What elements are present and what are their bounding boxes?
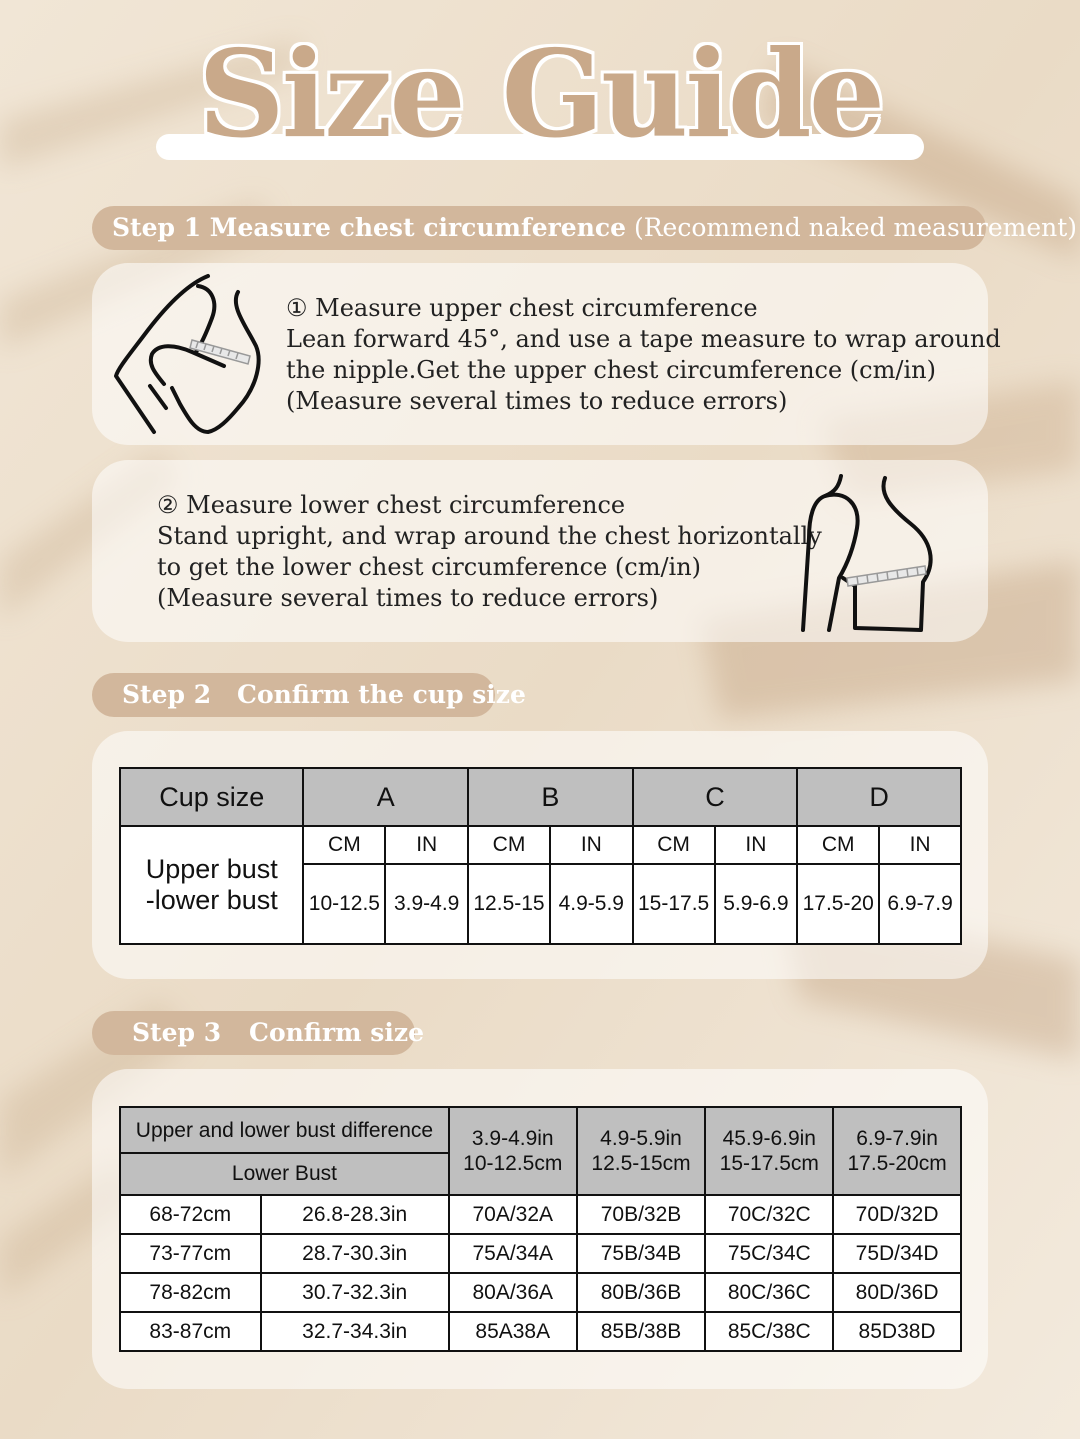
- upper-chest-line: (Measure several times to reduce errors): [286, 387, 788, 415]
- step1-pill-note: (Recommend naked measurement): [633, 213, 1078, 242]
- cup-value-cell: 5.9-6.9: [715, 864, 798, 944]
- size-cell: 70A/32A: [449, 1195, 577, 1234]
- size-column-cm: 17.5-20cm: [847, 1152, 947, 1175]
- size-column-header-2: [577, 1107, 706, 1195]
- lower-bust-cm: 78-82cm: [120, 1273, 261, 1312]
- step2-pill-title: Confirm the cup size: [237, 680, 526, 709]
- cup-value-cell: 3.9-4.9: [385, 864, 468, 944]
- lower-chest-line: (Measure several times to reduce errors): [157, 584, 659, 612]
- unit-cell: CM: [797, 826, 879, 864]
- cup-value-cell: 10-12.5: [303, 864, 385, 944]
- lower-bust-in: 26.8-28.3in: [261, 1195, 449, 1234]
- size-cell: 80B/36B: [577, 1273, 706, 1312]
- unit-cell: IN: [879, 826, 961, 864]
- size-column-header-1: [449, 1107, 577, 1195]
- unit-cell: CM: [303, 826, 385, 864]
- size-column-in: 4.9-5.9in: [600, 1127, 682, 1150]
- size-cell: 75D/34D: [833, 1234, 961, 1273]
- size-column-header-4: [833, 1107, 961, 1195]
- upper-chest-instructions: [286, 293, 1001, 417]
- lower-bust-header: Lower Bust: [120, 1153, 449, 1195]
- size-cell: 70B/32B: [577, 1195, 706, 1234]
- cup-size-table: [119, 767, 962, 945]
- step3-pill-step: Step 3: [132, 1018, 222, 1047]
- cup-header-c: C: [633, 768, 798, 826]
- lower-chest-line: to get the lower chest circumference (cm/in): [157, 553, 702, 581]
- table-row: [120, 1195, 961, 1234]
- cup-value-cell: 15-17.5: [633, 864, 715, 944]
- lower-chest-line: Stand upright, and wrap around the chest horizontally: [157, 522, 822, 550]
- cup-header-d: D: [797, 768, 961, 826]
- size-column-header-3: [705, 1107, 833, 1195]
- lower-bust-cm: 73-77cm: [120, 1234, 261, 1273]
- step1-pill: [92, 206, 1078, 250]
- unit-cell: CM: [468, 826, 550, 864]
- upper-chest-line: Lean forward 45°, and use a tape measure to wrap around: [286, 325, 1001, 353]
- size-cell: 75C/34C: [705, 1234, 833, 1273]
- size-column-in: 3.9-4.9in: [471, 1127, 554, 1150]
- lower-bust-in: 32.7-34.3in: [261, 1312, 449, 1351]
- cup-value-cell: 17.5-20: [797, 864, 879, 944]
- size-column-cm: 15-17.5cm: [719, 1152, 819, 1175]
- size-cell: 80C/36C: [705, 1273, 833, 1312]
- bust-difference-label-line2: -lower bust: [145, 885, 278, 915]
- unit-cell: IN: [385, 826, 468, 864]
- size-cell: 85D38D: [833, 1312, 961, 1351]
- upper-chest-heading: ① Measure upper chest circumference: [286, 294, 758, 322]
- lower-chest-measure-figure: [795, 468, 945, 638]
- bust-difference-label: [120, 826, 303, 944]
- cup-header-b: B: [468, 768, 633, 826]
- size-column-in: 45.9-6.9in: [722, 1127, 816, 1150]
- step2-pill-step: Step 2: [122, 680, 212, 709]
- size-cell: 70D/32D: [833, 1195, 961, 1234]
- size-cell: 75A/34A: [449, 1234, 577, 1273]
- size-cell: 85B/38B: [577, 1312, 706, 1351]
- size-cell: 75B/34B: [577, 1234, 706, 1273]
- cup-value-cell: 12.5-15: [468, 864, 550, 944]
- upper-chest-line: the nipple.Get the upper chest circumference (cm/in): [286, 356, 936, 384]
- step3-pill: [92, 1011, 424, 1055]
- cup-value-cell: 6.9-7.9: [879, 864, 961, 944]
- size-cell: 85C/38C: [705, 1312, 833, 1351]
- step3-pill-title: Confirm size: [249, 1018, 424, 1047]
- lower-chest-heading: ② Measure lower chest circumference: [157, 491, 626, 519]
- size-chart-table: [119, 1106, 962, 1352]
- size-cell: 80D/36D: [833, 1273, 961, 1312]
- size-column-in: 6.9-7.9in: [856, 1127, 938, 1150]
- cup-header-a: A: [303, 768, 468, 826]
- lower-bust-cm: 83-87cm: [120, 1312, 261, 1351]
- size-cell: 70C/32C: [705, 1195, 833, 1234]
- table-row: [120, 1312, 961, 1351]
- lower-bust-in: 28.7-30.3in: [261, 1234, 449, 1273]
- table-row: [120, 1234, 961, 1273]
- unit-cell: IN: [715, 826, 798, 864]
- size-column-cm: 12.5-15cm: [591, 1152, 691, 1175]
- size-column-cm: 10-12.5cm: [463, 1152, 563, 1175]
- unit-cell: CM: [633, 826, 715, 864]
- bust-difference-header: Upper and lower bust difference: [120, 1107, 449, 1153]
- lower-bust-in: 30.7-32.3in: [261, 1273, 449, 1312]
- table-row: [120, 1273, 961, 1312]
- unit-cell: IN: [550, 826, 633, 864]
- step2-pill: [92, 673, 526, 717]
- page-title: Size Guide: [197, 24, 883, 165]
- step1-pill-title: Step 1 Measure chest circumference: [112, 213, 627, 242]
- upper-chest-measure-figure: [108, 268, 278, 448]
- size-cell: 85A38A: [449, 1312, 577, 1351]
- lower-chest-instructions: [157, 490, 822, 614]
- lower-bust-cm: 68-72cm: [120, 1195, 261, 1234]
- cup-size-corner: Cup size: [120, 768, 303, 826]
- size-cell: 80A/36A: [449, 1273, 577, 1312]
- cup-value-cell: 4.9-5.9: [550, 864, 633, 944]
- bust-difference-label-line1: Upper bust: [145, 854, 278, 884]
